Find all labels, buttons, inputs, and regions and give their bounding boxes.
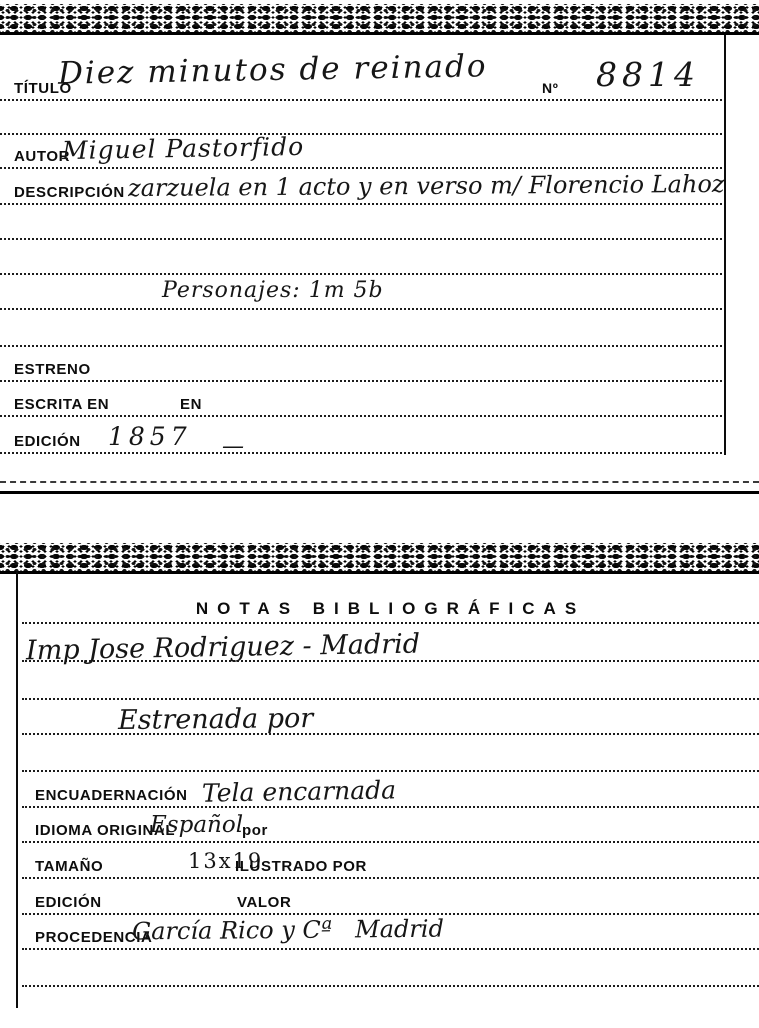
valor-label: VALOR bbox=[237, 894, 292, 911]
ruled-line bbox=[0, 308, 722, 310]
descripcion-label: DESCRIPCIÓN bbox=[14, 184, 125, 201]
tamano-value: 13x19 bbox=[188, 849, 264, 873]
card1-bottom-edge bbox=[0, 491, 759, 494]
ruled-line bbox=[22, 806, 759, 808]
imprenta-note: Imp Jose Rodriguez - Madrid bbox=[25, 628, 421, 667]
ruled-line bbox=[22, 698, 759, 700]
ruled-line bbox=[22, 877, 759, 879]
ruled-line bbox=[0, 380, 722, 382]
decorative-border-top bbox=[0, 4, 759, 35]
decorative-border-middle bbox=[0, 543, 759, 574]
titulo-label: TÍTULO bbox=[14, 80, 72, 97]
card2-left-border bbox=[16, 571, 18, 1008]
ruled-line bbox=[22, 622, 759, 624]
escrita-en-label: ESCRITA EN bbox=[14, 396, 110, 413]
card1-bottom-dash-line bbox=[0, 481, 759, 483]
edicion2-label: EDICIÓN bbox=[35, 894, 102, 911]
idioma-original-label: IDIOMA ORIGINAL bbox=[35, 822, 176, 839]
ruled-line bbox=[22, 841, 759, 843]
edicion-value: 1857 bbox=[108, 422, 192, 451]
titulo-value: Diez minutos de reinado bbox=[57, 48, 488, 92]
por-label: por bbox=[242, 822, 268, 839]
numero-value: 8814 bbox=[596, 55, 700, 94]
card1-right-border bbox=[724, 35, 726, 455]
personajes-note: Personajes: 1m 5b bbox=[162, 278, 384, 303]
procedencia-label: PROCEDENCIA bbox=[35, 929, 153, 946]
edicion-label: EDICIÓN bbox=[14, 433, 81, 450]
estrenada-note: Estrenada por bbox=[117, 702, 314, 737]
notas-bibliograficas-header: NOTAS BIBLIOGRÁFICAS bbox=[195, 599, 586, 618]
ruled-line bbox=[0, 203, 722, 205]
encuadernacion-label: ENCUADERNACIÓN bbox=[35, 787, 188, 804]
ruled-line bbox=[22, 948, 759, 950]
ruled-line bbox=[0, 238, 722, 240]
ruled-line bbox=[0, 345, 722, 347]
tamano-label: TAMAÑO bbox=[35, 858, 104, 875]
estreno-label: ESTRENO bbox=[14, 361, 91, 378]
ruled-line bbox=[22, 770, 759, 772]
descripcion-value: zarzuela en 1 acto y en verso m/ Florencio Lahoz bbox=[127, 169, 725, 203]
procedencia-value: García Rico y Cª Madrid bbox=[131, 914, 444, 946]
autor-value: Miguel Pastorfido bbox=[61, 131, 305, 166]
en-label: EN bbox=[180, 396, 203, 413]
ruled-line bbox=[0, 452, 722, 454]
ruled-line bbox=[0, 415, 722, 417]
ruled-line bbox=[0, 99, 722, 101]
numero-label: Nº bbox=[542, 80, 559, 96]
ilustrado-por-label: ILUSTRADO POR bbox=[235, 858, 367, 875]
ruled-line bbox=[0, 273, 722, 275]
idioma-original-value: Español bbox=[150, 812, 244, 838]
autor-label: AUTOR bbox=[14, 148, 71, 165]
ruled-line bbox=[0, 167, 722, 169]
ruled-line bbox=[22, 985, 759, 987]
encuadernacion-value: Tela encarnada bbox=[201, 775, 397, 808]
edicion-stray-mark: — bbox=[222, 434, 244, 459]
